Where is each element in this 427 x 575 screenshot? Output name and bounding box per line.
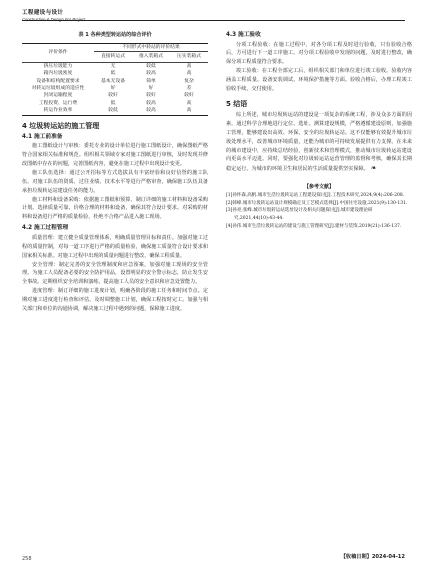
paragraph: 施工队伍选择：通过公开招标等方式选拔具有丰富经验和良好信誉的施工队伍。对施工队伍的资质、过往业绩、技术水平等进行严格审查，确保施工队伍具备承担垃圾转运站建设任务的能力。 xyxy=(22,169,208,194)
table-cell: 较高 xyxy=(146,100,156,106)
right-column xyxy=(226,22,412,230)
evaluation-table xyxy=(22,43,208,116)
table-cell: 较好 xyxy=(184,93,194,99)
left-column xyxy=(22,22,208,314)
table-cell: 较低 xyxy=(94,107,132,115)
table-row xyxy=(22,62,208,70)
table-row-label: 设备和结构配置要求 xyxy=(36,78,80,84)
journal-title-en: Construction & Design For Project xyxy=(22,17,86,22)
table-cell: 较高 xyxy=(132,107,170,115)
conclusion-paragraph xyxy=(226,111,412,174)
table-cell: 简单 xyxy=(146,78,156,84)
table-row-label: 封闭运输程度 xyxy=(43,93,73,99)
paragraph: 竣工验收：在工程全部完工后，组织相关部门和单位进行竣工验收。验收内容涵盖工程质量、设备安装调试、环境保护措施等方面。验收合格后，办理工程竣工验收手续，交付使用。 xyxy=(226,68,412,93)
table-cell: 低 xyxy=(110,71,116,77)
table-row-label: 箱内垃圾密度 xyxy=(43,71,73,77)
table-row xyxy=(22,92,208,99)
references-title: 【参考文献】 xyxy=(303,184,334,191)
table-header-eval: 评价条件 xyxy=(22,44,94,63)
table-cell: 无 xyxy=(110,63,116,69)
section-4-3-heading: 4.3 施工验收 xyxy=(226,32,261,38)
table-cell: 好 xyxy=(110,86,116,92)
section-4-heading: 4 垃圾转运站的施工管理 xyxy=(22,121,100,130)
table-row-label: 工程投资、运行费 xyxy=(38,100,78,106)
paragraph: 安全管理：制定完善的安全管理制度和应急预案，加强对施工现场的安全管理。为施工人员配备必要的安全防护用品，设置明显的安全警示标志，防止发生安全事故。定期组织安全培训和演练，提高施工人员的安全意识和应急处置能力。 xyxy=(22,261,208,286)
table-col-header: 直接转运式 xyxy=(94,52,132,62)
table-cell: 基本无设备 xyxy=(101,78,125,84)
table-row-label: 转运作业效率 xyxy=(22,107,94,115)
table-cell: 高 xyxy=(186,63,192,69)
header-rule xyxy=(22,20,405,21)
table-cell: 高 xyxy=(186,100,192,106)
conclusion-text: 综上所述，城市垃圾转运站的建设是一项复杂的系统工程，涉及众多方面的因素。通过科学合理地进行定位、选址、测算建设规模，严格遵循建设原则，加强施工管理，能够建设出高效、环保、安全的垃圾转运站。这不仅能够有效提升城市垃圾处理水平，改善城市环境质量，还能为城市的可持续发展提供有力支撑。在未来的城市建设中，应持续总结经验，创新技术和管理模式，推动城市垃圾转运站建设向更高水平迈进。同时，要强化对垃圾转运站运营管理的监督和考核，确保其长期稳定运行，为城市的环境卫生和居民的生活质量提供坚实保障。 xyxy=(226,111,412,173)
signature-mark: ❧ xyxy=(370,164,377,173)
table-cell: 较好 xyxy=(108,93,118,99)
table-row-label: 挤压垃圾能力 xyxy=(43,63,73,69)
page-number: 258 xyxy=(22,556,32,562)
journal-title-cn: 工程建设与设计 xyxy=(22,10,64,16)
reference-item: [4]孙伟.城市生活垃圾转运站的建设与施工管理研究[J].建材与装饰,2019(21):136-137. xyxy=(226,223,402,229)
table-cell: 低 xyxy=(110,100,116,106)
paragraph: 施工材料和设备采购：依据施工图纸和预算，制订详细的施工材料和设备采购计划。选择质量可靠、价格合理的材料和设备，确保其符合设计要求。对采购的材料和设备进行严格的质量检验，杜绝不合格产品进入施工现场。 xyxy=(22,196,208,221)
table-row xyxy=(22,100,208,107)
table-row xyxy=(22,85,208,92)
reference-item: [2]韩峰.城市垃圾转运站设计规模确定及工艺模式选择[J].中国住宅设施,2021(9):130-131. xyxy=(226,200,408,206)
table-row xyxy=(22,107,208,115)
table-row xyxy=(22,70,208,77)
table-cell: 高 xyxy=(186,71,192,77)
section-5-heading: 5 结语 xyxy=(226,99,248,108)
table-col-header: 压实装箱式 xyxy=(170,52,208,62)
table-caption: 表 1 各种类型转运站的综合评价 xyxy=(78,32,152,38)
section-4-1-heading: 4.1 施工前准备 xyxy=(22,133,63,140)
table-cell: 高 xyxy=(170,107,208,115)
table-cell: 较高 xyxy=(146,71,156,77)
table-cell: 较好 xyxy=(146,93,156,99)
paragraph: 施工图纸设计与审核：委托专业的设计单位进行施工图纸设计，确保图纸严格符合国家相关标准和规范。组织相关领域专家对施工图纸进行审核，及时发现并修改图纸中存在的问题，完善图纸内容，避免在施工过程中出现设计变更。 xyxy=(22,143,208,167)
received-date: 【收稿日期】2024-04-12 xyxy=(340,554,405,560)
reference-item: [3]孙亮,张峰.城市垃圾转运站选址设计及相关问题探讨[J].城市建设理论研究,2021,44(10):43-44. xyxy=(226,208,373,222)
table-cell: 较低 xyxy=(146,63,156,69)
table-cell: 差 xyxy=(186,86,192,92)
table-group-header: 不同形式中转站的评价结果 xyxy=(94,44,208,52)
paragraph: 进度管理：制订详细的施工进度计划，明确各阶段的施工任务和时间节点。定期对施工进度进行检查和评估，及时调整施工计划，确保工程按时完工。加强与相关部门和单位的沟通协调，解决施工过程中遇到的问题，保障施工进度。 xyxy=(22,288,208,313)
table-cell: 复杂 xyxy=(184,78,194,84)
table-row-label: 对转运垃圾组成的适应性 xyxy=(31,86,85,92)
reference-item: [1]孙怀森,高帆.城市生活垃圾转运站工程建设探讨[J].工程技术研究,2024,9(4):206-208. xyxy=(226,193,405,199)
section-4-2-heading: 4.2 施工过程管理 xyxy=(22,225,69,232)
table-col-header: 推入装箱式 xyxy=(132,52,170,62)
paragraph: 质量管理：建立健全质量管理体系，明确质量管理目标和责任。加强对施工过程的质量控制，对每一道工序进行严格的质量检验，确保施工质量符合设计要求和国家相关标准。对施工过程中出现的质量问题进行整改，确保工程质量。 xyxy=(22,234,208,259)
table-row xyxy=(22,78,208,85)
table-cell: 好 xyxy=(148,86,154,92)
paragraph: 分项工程验收：在施工过程中，对各分项工程及时进行验收，只有验收合格后，方可进行下一道工序施工。对分项工程验收中发现的问题，及时进行整改，确保分项工程质量符合要求。 xyxy=(226,41,412,66)
